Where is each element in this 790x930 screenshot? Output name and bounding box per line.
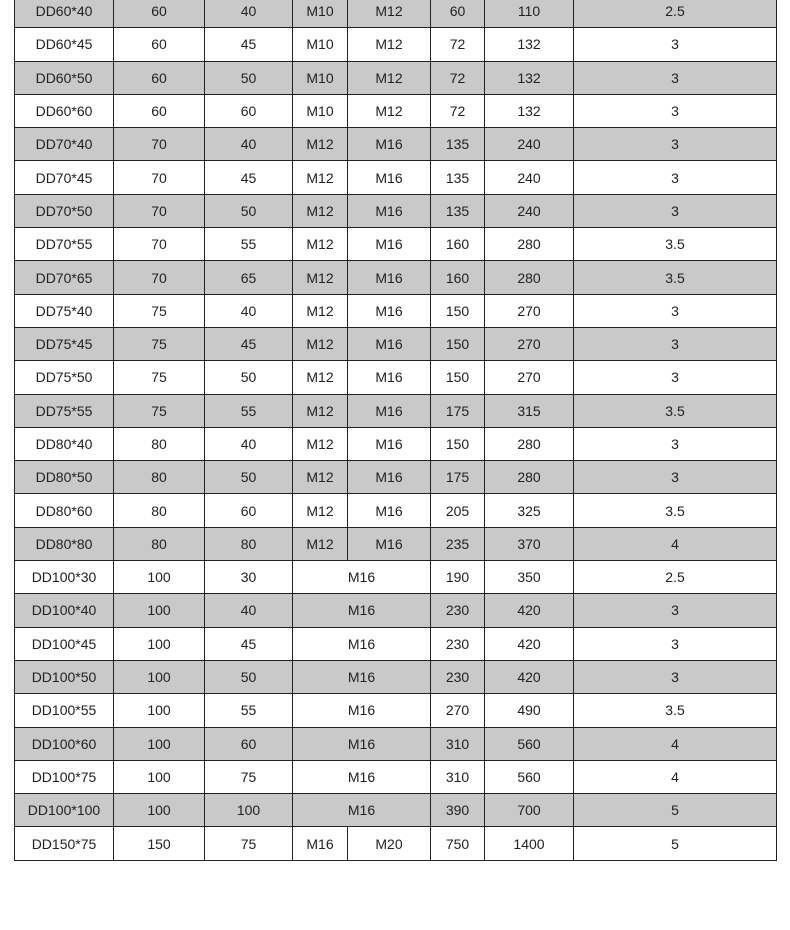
- table-cell: 55: [205, 228, 293, 261]
- spec-table: [14, 0, 777, 861]
- table-cell: M16: [348, 128, 431, 161]
- table-cell: 3.5: [574, 261, 777, 294]
- table-row: [15, 294, 777, 327]
- table-cell: 72: [431, 94, 485, 127]
- table-cell: M10: [293, 94, 348, 127]
- table-cell: 4: [574, 760, 777, 793]
- table-cell: 270: [485, 327, 574, 360]
- table-cell: 4: [574, 527, 777, 560]
- table-cell: 80: [114, 427, 205, 460]
- table-cell: 3: [574, 94, 777, 127]
- table-cell: 135: [431, 194, 485, 227]
- table-cell: DD100*30: [15, 561, 114, 594]
- table-cell: DD70*45: [15, 161, 114, 194]
- table-cell: 40: [205, 128, 293, 161]
- table-cell: DD70*40: [15, 128, 114, 161]
- table-cell: DD80*60: [15, 494, 114, 527]
- table-cell: DD60*50: [15, 61, 114, 94]
- table-cell: 60: [205, 494, 293, 527]
- table-cell: 72: [431, 61, 485, 94]
- table-cell: DD100*55: [15, 694, 114, 727]
- table-row: [15, 261, 777, 294]
- table-cell: 3: [574, 128, 777, 161]
- table-cell: 280: [485, 461, 574, 494]
- table-cell: 3: [574, 194, 777, 227]
- table-cell: M12: [293, 494, 348, 527]
- table-cell: M16: [293, 760, 431, 793]
- table-cell: DD60*45: [15, 28, 114, 61]
- table-cell: 310: [431, 760, 485, 793]
- table-cell: M16: [293, 594, 431, 627]
- table-cell: M16: [293, 660, 431, 693]
- table-cell: DD100*60: [15, 727, 114, 760]
- table-cell: M12: [293, 461, 348, 494]
- table-cell: 55: [205, 694, 293, 727]
- table-cell: 55: [205, 394, 293, 427]
- table-cell: 100: [114, 594, 205, 627]
- table-cell: 390: [431, 794, 485, 827]
- table-cell: 50: [205, 361, 293, 394]
- table-cell: 205: [431, 494, 485, 527]
- table-cell: 420: [485, 627, 574, 660]
- table-cell: 75: [114, 327, 205, 360]
- table-cell: 3: [574, 594, 777, 627]
- table-cell: 70: [114, 161, 205, 194]
- table-cell: 3: [574, 61, 777, 94]
- table-row: [15, 361, 777, 394]
- table-cell: 100: [114, 760, 205, 793]
- table-cell: 240: [485, 161, 574, 194]
- table-cell: 4: [574, 727, 777, 760]
- table-cell: M12: [293, 361, 348, 394]
- table-cell: 100: [114, 794, 205, 827]
- table-cell: M12: [348, 61, 431, 94]
- table-cell: M12: [348, 28, 431, 61]
- table-cell: 80: [114, 494, 205, 527]
- table-cell: M16: [348, 294, 431, 327]
- table-cell: 3: [574, 660, 777, 693]
- table-cell: 3.5: [574, 394, 777, 427]
- table-cell: 560: [485, 727, 574, 760]
- table-cell: M16: [348, 261, 431, 294]
- table-cell: 100: [114, 694, 205, 727]
- table-cell: 80: [114, 461, 205, 494]
- table-cell: 230: [431, 660, 485, 693]
- table-cell: DD80*50: [15, 461, 114, 494]
- table-cell: 3.5: [574, 494, 777, 527]
- table-cell: 60: [114, 61, 205, 94]
- table-cell: 175: [431, 461, 485, 494]
- table-cell: M16: [348, 161, 431, 194]
- table-cell: 150: [431, 294, 485, 327]
- table-cell: 230: [431, 594, 485, 627]
- table-cell: 50: [205, 194, 293, 227]
- table-row: [15, 727, 777, 760]
- table-cell: DD75*45: [15, 327, 114, 360]
- table-cell: 50: [205, 461, 293, 494]
- table-cell: 132: [485, 94, 574, 127]
- table-row: [15, 827, 777, 860]
- table-cell: M16: [293, 694, 431, 727]
- table-cell: 100: [114, 727, 205, 760]
- table-row: [15, 494, 777, 527]
- table-cell: 72: [431, 28, 485, 61]
- table-cell: M16: [293, 794, 431, 827]
- table-cell: DD80*80: [15, 527, 114, 560]
- table-cell: M12: [293, 527, 348, 560]
- table-row: [15, 527, 777, 560]
- table-row: [15, 760, 777, 793]
- table-cell: M16: [348, 427, 431, 460]
- table-cell: 30: [205, 561, 293, 594]
- table-cell: M20: [348, 827, 431, 860]
- table-row: [15, 627, 777, 660]
- table-row: [15, 228, 777, 261]
- table-cell: 3: [574, 361, 777, 394]
- table-cell: 45: [205, 627, 293, 660]
- table-cell: 60: [114, 0, 205, 28]
- table-cell: DD70*55: [15, 228, 114, 261]
- table-cell: 370: [485, 527, 574, 560]
- table-cell: M16: [293, 827, 348, 860]
- table-cell: M16: [348, 361, 431, 394]
- table-cell: 3.5: [574, 228, 777, 261]
- table-cell: M12: [293, 394, 348, 427]
- table-cell: 270: [431, 694, 485, 727]
- table-cell: 240: [485, 194, 574, 227]
- table-cell: M12: [348, 94, 431, 127]
- table-cell: 280: [485, 261, 574, 294]
- table-cell: 75: [205, 827, 293, 860]
- table-cell: 160: [431, 228, 485, 261]
- table-cell: 45: [205, 327, 293, 360]
- table-cell: M10: [293, 61, 348, 94]
- table-cell: 160: [431, 261, 485, 294]
- table-row: [15, 660, 777, 693]
- table-cell: DD100*75: [15, 760, 114, 793]
- table-cell: 3: [574, 327, 777, 360]
- table-cell: M16: [348, 394, 431, 427]
- table-cell: 190: [431, 561, 485, 594]
- table-cell: 280: [485, 228, 574, 261]
- table-cell: 3.5: [574, 694, 777, 727]
- table-row: [15, 28, 777, 61]
- table-cell: 100: [114, 660, 205, 693]
- table-cell: 75: [114, 394, 205, 427]
- table-cell: DD100*100: [15, 794, 114, 827]
- table-cell: 45: [205, 28, 293, 61]
- table-cell: 100: [114, 627, 205, 660]
- table-row: [15, 794, 777, 827]
- table-cell: 1400: [485, 827, 574, 860]
- table-cell: 750: [431, 827, 485, 860]
- table-cell: 280: [485, 427, 574, 460]
- table-cell: 75: [205, 760, 293, 793]
- table-cell: 270: [485, 294, 574, 327]
- table-cell: M10: [293, 28, 348, 61]
- table-cell: 2.5: [574, 0, 777, 28]
- table-cell: M12: [293, 327, 348, 360]
- table-row: [15, 394, 777, 427]
- table-cell: M16: [293, 561, 431, 594]
- table-cell: M12: [293, 128, 348, 161]
- table-cell: M16: [348, 494, 431, 527]
- table-cell: 325: [485, 494, 574, 527]
- table-cell: DD100*40: [15, 594, 114, 627]
- table-cell: DD100*50: [15, 660, 114, 693]
- table-row: [15, 61, 777, 94]
- table-cell: 175: [431, 394, 485, 427]
- table-cell: M16: [348, 461, 431, 494]
- table-cell: M12: [293, 294, 348, 327]
- table-cell: 60: [114, 94, 205, 127]
- table-cell: DD60*40: [15, 0, 114, 28]
- table-cell: 40: [205, 294, 293, 327]
- table-row: [15, 594, 777, 627]
- table-cell: 270: [485, 361, 574, 394]
- table-cell: 350: [485, 561, 574, 594]
- table-cell: DD70*50: [15, 194, 114, 227]
- table-cell: 420: [485, 660, 574, 693]
- table-cell: 150: [114, 827, 205, 860]
- table-cell: M16: [348, 527, 431, 560]
- table-cell: M16: [293, 727, 431, 760]
- table-cell: M12: [293, 194, 348, 227]
- table-cell: 45: [205, 161, 293, 194]
- table-cell: 60: [114, 28, 205, 61]
- table-cell: M12: [293, 161, 348, 194]
- table-cell: DD75*50: [15, 361, 114, 394]
- table-row: [15, 461, 777, 494]
- table-cell: M12: [348, 0, 431, 28]
- table-cell: 3: [574, 161, 777, 194]
- table-cell: DD80*40: [15, 427, 114, 460]
- table-cell: 490: [485, 694, 574, 727]
- table-cell: 3: [574, 294, 777, 327]
- table-row: [15, 427, 777, 460]
- table-cell: 420: [485, 594, 574, 627]
- table-cell: 230: [431, 627, 485, 660]
- table-cell: 50: [205, 660, 293, 693]
- table-cell: 40: [205, 0, 293, 28]
- table-cell: DD70*65: [15, 261, 114, 294]
- table-cell: 132: [485, 61, 574, 94]
- table-cell: 3: [574, 627, 777, 660]
- table-row: [15, 327, 777, 360]
- table-cell: DD60*60: [15, 94, 114, 127]
- table-cell: 100: [205, 794, 293, 827]
- table-cell: 70: [114, 261, 205, 294]
- table-row: [15, 194, 777, 227]
- table-cell: 310: [431, 727, 485, 760]
- table-cell: 70: [114, 128, 205, 161]
- table-cell: 2.5: [574, 561, 777, 594]
- table-cell: 132: [485, 28, 574, 61]
- table-cell: 235: [431, 527, 485, 560]
- table-cell: 5: [574, 827, 777, 860]
- table-cell: M16: [348, 327, 431, 360]
- table-row: [15, 0, 777, 28]
- table-cell: M12: [293, 228, 348, 261]
- table-cell: 150: [431, 427, 485, 460]
- table-row: [15, 694, 777, 727]
- table-cell: 60: [431, 0, 485, 28]
- table-row: [15, 128, 777, 161]
- table-cell: 110: [485, 0, 574, 28]
- table-cell: DD150*75: [15, 827, 114, 860]
- table-cell: 135: [431, 128, 485, 161]
- table-cell: 135: [431, 161, 485, 194]
- table-cell: 315: [485, 394, 574, 427]
- table-cell: 65: [205, 261, 293, 294]
- table-cell: 5: [574, 794, 777, 827]
- table-cell: DD75*40: [15, 294, 114, 327]
- table-cell: 60: [205, 94, 293, 127]
- table-cell: 700: [485, 794, 574, 827]
- table-cell: 50: [205, 61, 293, 94]
- table-cell: 240: [485, 128, 574, 161]
- table-cell: 100: [114, 561, 205, 594]
- table-cell: 75: [114, 294, 205, 327]
- table-row: [15, 561, 777, 594]
- spec-table-body: [15, 0, 777, 860]
- table-cell: 150: [431, 327, 485, 360]
- table-cell: M16: [348, 228, 431, 261]
- table-cell: 60: [205, 727, 293, 760]
- table-cell: 40: [205, 594, 293, 627]
- table-cell: 3: [574, 461, 777, 494]
- table-cell: M16: [293, 627, 431, 660]
- table-cell: 80: [114, 527, 205, 560]
- table-cell: 70: [114, 194, 205, 227]
- table-cell: M12: [293, 261, 348, 294]
- table-cell: M12: [293, 427, 348, 460]
- table-cell: 3: [574, 28, 777, 61]
- table-cell: 150: [431, 361, 485, 394]
- table-cell: 70: [114, 228, 205, 261]
- table-cell: 40: [205, 427, 293, 460]
- table-cell: 75: [114, 361, 205, 394]
- table-cell: M16: [348, 194, 431, 227]
- table-cell: DD75*55: [15, 394, 114, 427]
- table-row: [15, 94, 777, 127]
- table-cell: DD100*45: [15, 627, 114, 660]
- table-cell: 3: [574, 427, 777, 460]
- table-cell: 80: [205, 527, 293, 560]
- table-cell: 560: [485, 760, 574, 793]
- table-row: [15, 161, 777, 194]
- table-cell: M10: [293, 0, 348, 28]
